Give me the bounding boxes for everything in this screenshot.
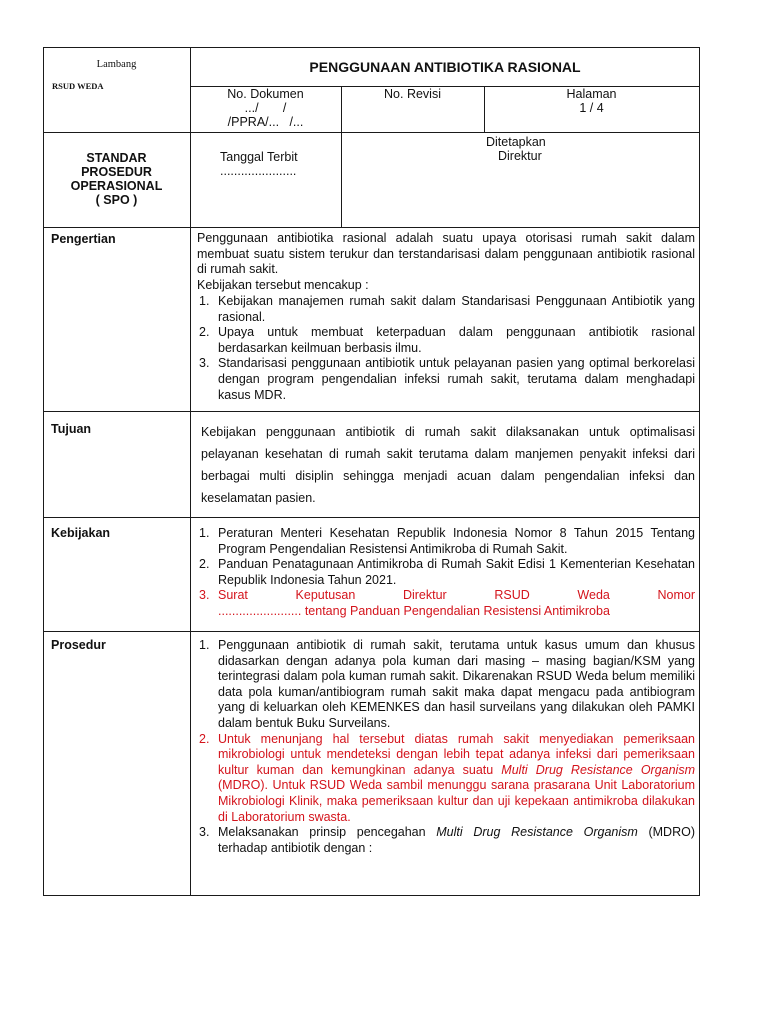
page-value: 1 / 4 <box>579 101 604 115</box>
border-right <box>699 47 700 896</box>
issued-value: ...................... <box>220 164 297 178</box>
divider-pengertian <box>43 411 700 412</box>
revision-label: No. Revisi <box>384 87 441 101</box>
page-label: Halaman <box>566 87 617 101</box>
logo-label: Lambang <box>96 59 137 70</box>
list-item: 2. Untuk menunjang hal tersebut diatas rumah sakit menyediakan pemeriksaan mikrobiologi untuk mendeteksi dengan lebih tepat adanya infeksi dari pemeriksaan kultur kuman dan kemungkinan adanya suatu Multi Drug Resistance Organism (MDRO). Untuk RSUD Weda sambil menunggu sarana prasarana Unit Laboratorium Mikrobiologi Klinik, maka pemeriksaan kultur dan uji kepekaan antimikroba dilakukan di Laboratorium swasta. <box>199 731 695 824</box>
list-item: 3. Surat Keputusan Direktur RSUD Weda Nomor ........................ tentang Panduan Pengendalian Resistensi Antimikroba <box>199 588 695 618</box>
list-item: 1. Peraturan Menteri Kesehatan Republik Indonesia Nomor 8 Tahun 2015 Tentang Program Pengendalian Resistensi Antimikroba di Rumah Sakit. <box>199 526 695 556</box>
document-title: PENGGUNAAN ANTIBIOTIKA RASIONAL <box>309 59 581 75</box>
doc-no-line1: .../ / <box>244 101 287 115</box>
section-label-kebijakan: Kebijakan <box>51 526 111 540</box>
kebijakan-list <box>197 526 695 620</box>
column-divider <box>190 47 191 896</box>
list-item: 2. Panduan Penatagunaan Antimikroba di Rumah Sakit Edisi 1 Kementerian Kesehatan Republik Indonesia Tahun 2021. <box>199 557 695 587</box>
issued-label: Tanggal Terbit <box>220 150 298 164</box>
spo-document <box>43 47 700 895</box>
approved-label: Ditetapkan <box>486 135 546 149</box>
pengertian-intro2: Kebijakan tersebut mencakup : <box>197 278 369 292</box>
hospital-name: RSUD WEDA <box>52 81 104 91</box>
spo-line-4: ( SPO ) <box>95 193 138 207</box>
list-item: 1. Kebijakan manajemen rumah sakit dalam Standarisasi Penggunaan Antibiotik yang rasional. <box>199 294 695 324</box>
list-item: 2. Upaya untuk membuat keterpaduan dalam penggunaan antibiotik rasional berdasarkan keilmuan berbasis ilmu. <box>199 325 695 355</box>
list-item: 3. Melaksanakan prinsip pencegahan Multi Drug Resistance Organism (MDRO) terhadap antibiotik dengan : <box>199 825 695 855</box>
border-bottom <box>43 895 700 896</box>
kebijakan-item3-line2: ........................ tentang Panduan Pengendalian Resistensi Antimikroba <box>218 603 610 618</box>
divider-header <box>43 227 700 228</box>
doc-no-label: No. Dokumen <box>227 87 304 101</box>
border-top <box>43 47 700 48</box>
pengertian-intro: Penggunaan antibiotika rasional adalah suatu upaya otorisasi rumah sakit dalam membuat suatu sistem terukur dan terstandarisasi dalam penggunaan antibiotik rasional di rumah sakit. <box>197 231 695 277</box>
list-item: 1. Penggunaan antibiotik di rumah sakit, terutama untuk kasus umum dan khusus didasarkan dengan adanya pola kuman dari masing – masing bagian/KSM yang terintegrasi dalam pola kuman rumah sakit. Dikarenakan RSUD Weda belum memiliki data pola kuman/antibiogram rumah sakit maka dapat mengacu pada antibiogram yang di keluarkan oleh KEMENKES dan hasil surveilans yang dilakukan oleh PAMKI dalam bentuk Buku Surveilans. <box>199 638 695 730</box>
tujuan-text: Kebijakan penggunaan antibiotik di rumah sakit dilaksanakan untuk optimalisasi pelayanan kesehatan di rumah sakit terutama dalam manjemen penyakit infeksi dari berbagai multi disiplin sehingga menjadi acuan dalam pengendalian infeksi dan keselamatan pasien. <box>201 425 695 505</box>
spo-line-2: PROSEDUR <box>81 165 152 179</box>
prosedur-list <box>197 638 695 856</box>
section-label-prosedur: Prosedur <box>51 638 106 652</box>
kebijakan-item3-line1: Surat Keputusan Direktur RSUD Weda Nomor <box>218 588 695 603</box>
divider-revision <box>341 86 342 227</box>
divider-logo <box>43 132 190 133</box>
section-label-pengertian: Pengertian <box>51 232 116 246</box>
pengertian-list <box>197 294 695 403</box>
spo-line-3: OPERASIONAL <box>70 179 163 193</box>
spo-line-1: STANDAR <box>86 151 147 165</box>
doc-no-line2: /PPRA/... /... <box>227 115 304 129</box>
divider-kebijakan <box>43 631 700 632</box>
list-item: 3. Standarisasi penggunaan antibiotik untuk pelayanan pasien yang optimal berkorelasi dengan program pengendalian infeksi rumah sakit, terutama dalam menghadapi kasus MDR. <box>199 356 695 402</box>
section-label-tujuan: Tujuan <box>51 422 92 436</box>
approved-by: Direktur <box>498 149 542 163</box>
divider-tujuan <box>43 517 700 518</box>
divider-docno <box>190 132 700 133</box>
